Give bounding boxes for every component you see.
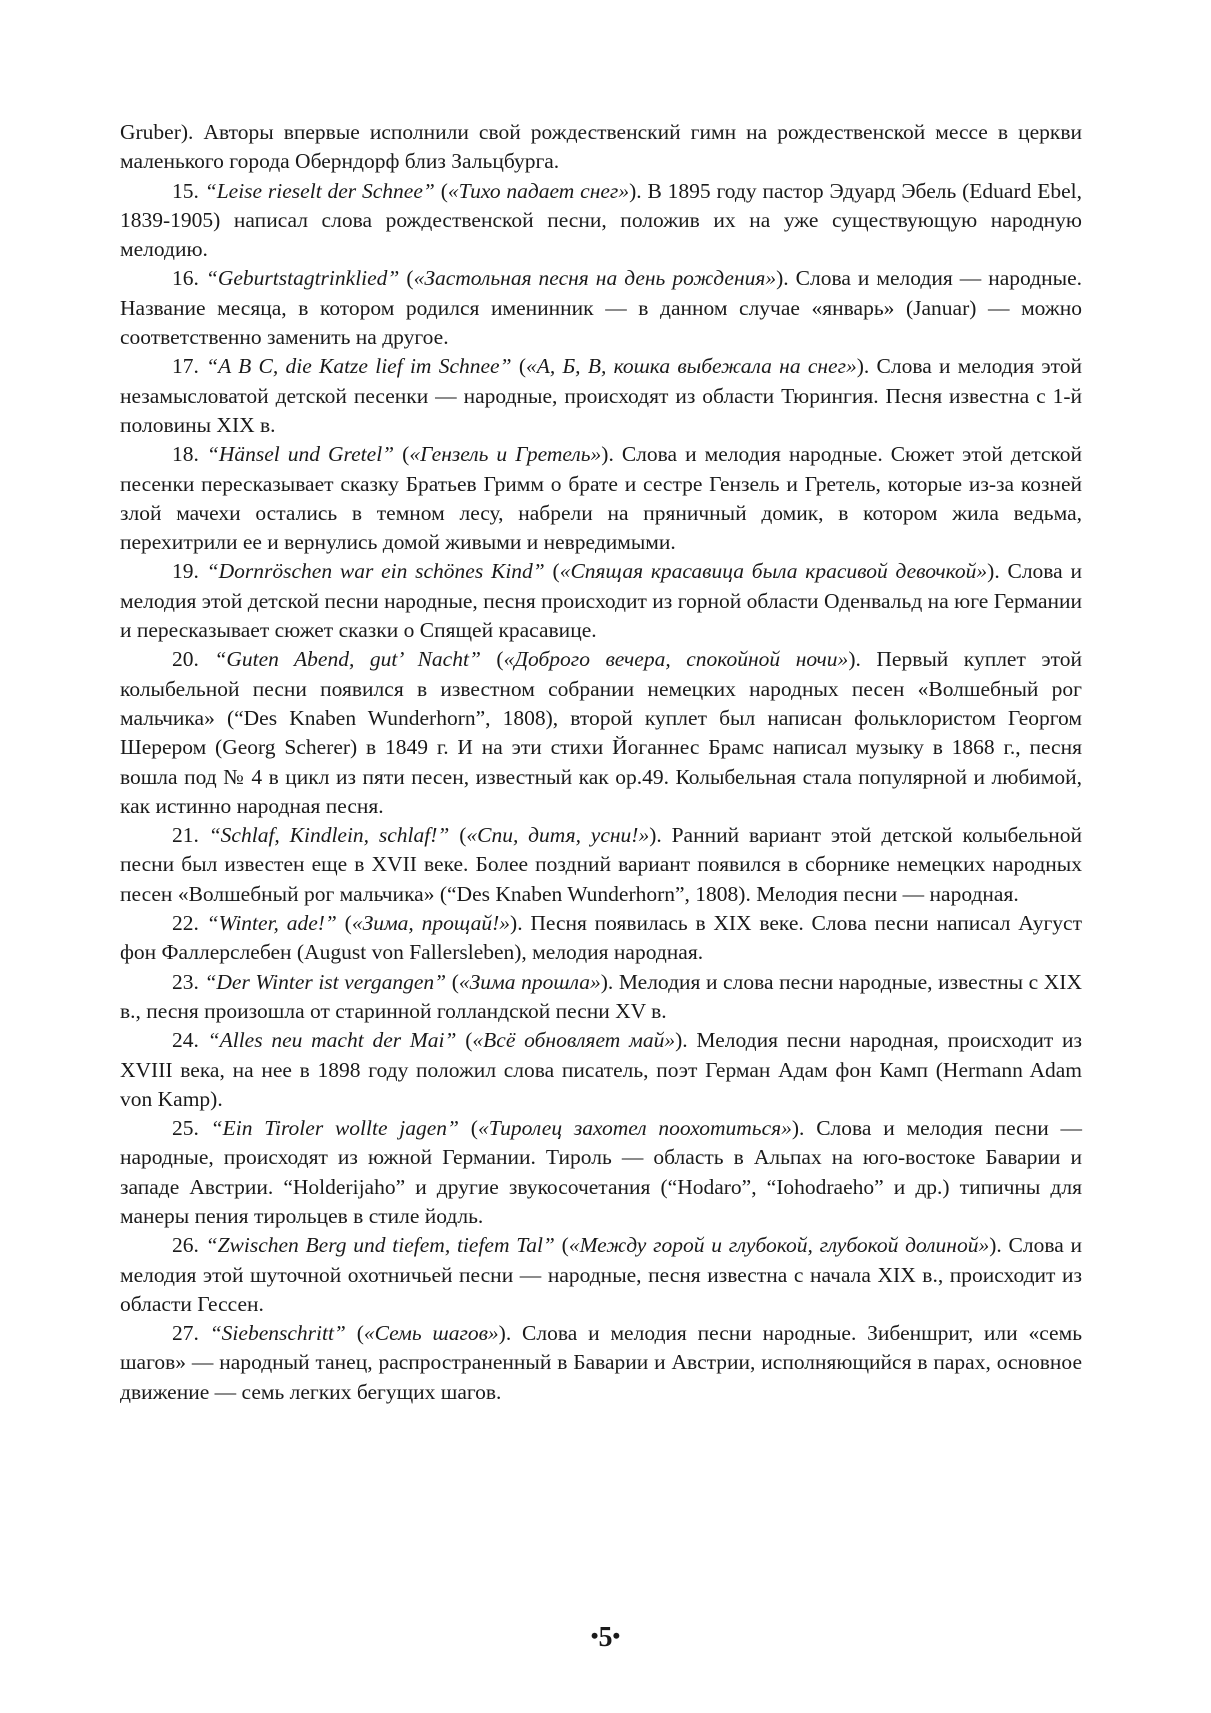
song-title-translation: «Всё обновляет май» bbox=[472, 1028, 676, 1053]
note-number: 22. bbox=[172, 911, 207, 936]
song-title-translation: «Семь шагов» bbox=[363, 1321, 499, 1346]
note-text: Gruber). Авторы впервые исполнили свой рождественский гимн на рождественской мессе в церкви маленького города Оберндорф близ Зальцбурга. bbox=[120, 120, 1082, 174]
song-title-translation: «Доброго вечера, спокойной ночи» bbox=[503, 647, 849, 672]
note-number: 20. bbox=[172, 647, 215, 672]
note-paragraph: 20. “Guten Abend, gut’ Nacht” («Доброго вечера, спокойной ночи»). Первый куплет этой колыбельной песни появился в известном собрании немецких народных песен «Волшебный рог мальчика» (“Des Knaben Wunderhorn”, 1808), второй куплет был написан фольклористом Георгом Шерером (Georg Scherer) в 1849 г. И на эти стихи Йоганнес Брамс написал музыку в 1868 г., песня вошла под № 4 в цикл из пяти песен, известный как ор.49. Колыбельная стала популярной и любимой, как истинно народная песня. bbox=[120, 647, 1082, 818]
page-number-value: 5 bbox=[598, 1622, 613, 1653]
note-text: . В 1895 году пастор Эдуард Эбель (Eduard Ebel, 1839-1905) написал слова рождественской песни, положив их на уже существующую народную мелодию. bbox=[120, 178, 1083, 262]
note-paragraph: 16. “Geburtstagtrinklied” («Застольная песня на день рождения»). Слова и мелодия — народные. Название месяца, в котором родился именинник — в данном случае «январь» (Januar) — можно соответственно заменить на другое. bbox=[120, 266, 1082, 350]
note-number: 25. bbox=[172, 1116, 211, 1141]
song-title-german: “A B C, die Katze lief im Schnee” bbox=[206, 354, 512, 379]
song-title-translation: «Спи, дитя, усни!» bbox=[466, 823, 650, 848]
note-number: 27. bbox=[172, 1321, 210, 1346]
note-text: . Слова и мелодия этой шуточной охотничьей песни — народные, песня известна с начала XIX в., происходит из области Гессен. bbox=[120, 1233, 1083, 1316]
note-paragraph: 17. “A B C, die Katze lief im Schnee” («А, Б, В, кошка выбежала на снег»). Слова и мелодия этой незамысловатой детской песенки — народные, происходят из области Тюрингия. Песня известна с 1-й половины XIX в. bbox=[120, 354, 1082, 437]
note-text: . Песня появилась в XIX веке. Слова песни написал Аугуст фон Фаллерслебен (August von Fallersleben), мелодия народная. bbox=[120, 911, 1082, 965]
note-text: . Слова и мелодия песни народные. Зибеншрит, или «семь шагов» — народный танец, распространенный в Баварии и Австрии, исполняющийся в парах, основное движение — семь легких бегущих шагов. bbox=[120, 1321, 1083, 1404]
note-paragraph: 24. “Alles neu macht der Mai” («Всё обновляет май»). Мелодия песни народная, происходит из XVIII века, на нее в 1898 году положил слова писатель, поэт Герман Адам фон Камп (Hermann Adam von Kamp). bbox=[120, 1028, 1083, 1111]
song-title-german: “Ein Tiroler wollte jagen” bbox=[210, 1116, 460, 1141]
note-text: . Мелодия и слова песни народные, известны с XIX в., песня произошла от старинной голландской песни XV в. bbox=[120, 969, 1082, 1023]
song-title-german: “Geburtstagtrinklied” bbox=[205, 266, 400, 291]
song-title-translation: «Между горой и глубокой, глубокой долиной» bbox=[568, 1233, 990, 1258]
page-number-dot-left: • bbox=[590, 1623, 599, 1648]
note-paragraph: 26. “Zwischen Berg und tiefem, tiefem Tal” («Между горой и глубокой, глубокой долиной»). Слова и мелодия этой шуточной охотничьей песни — народные, песня известна с начала XIX в., происходит из области Гессен. bbox=[120, 1233, 1083, 1316]
song-title-german: “Zwischen Berg und tiefem, tiefem Tal” bbox=[205, 1233, 555, 1258]
song-title-translation: «Тихо падает снег» bbox=[447, 178, 630, 203]
song-title-translation: «А, Б, В, кошка выбежала на снег» bbox=[525, 354, 857, 379]
song-title-german: “Leise rieselt der Schnee” bbox=[204, 178, 435, 203]
note-number: 21. bbox=[172, 823, 209, 848]
song-title-german: “Winter, ade!” bbox=[206, 911, 337, 936]
song-title-translation: «Гензель и Гретель» bbox=[409, 442, 602, 467]
note-text: . Слова и мелодия песни — народные, происходят из южной Германии. Тироль — область в Альпах на юго-востоке Баварии и западе Австрии. “Holderijaho” и другие звукосочетания (“Hodaro”, “Iohodraeho” и др.) типичны для манеры пения тирольцев в стиле йодль. bbox=[120, 1116, 1082, 1228]
page-number-dot-right: • bbox=[612, 1623, 621, 1648]
note-text: . Слова и мелодия — народные. Название месяца, в котором родился именинник — в данном случае «январь» (Januar) — можно соответственно заменить на другое. bbox=[120, 266, 1082, 350]
page-number bbox=[0, 1618, 1211, 1656]
note-text: . Ранний вариант этой детской колыбельной песни был известен еще в XVII веке. Более поздний вариант появился в сборнике немецких народных песен «Волшебный рог мальчика» (“Des Knaben Wunderhorn”, 1808). Мелодия песни — народная. bbox=[120, 823, 1082, 906]
song-title-german: “Schlaf, Kindlein, schlaf!” bbox=[208, 823, 450, 848]
song-title-german: “Guten Abend, gut’ Nacht” bbox=[214, 647, 481, 672]
note-text: . Мелодия песни народная, происходит из XVIII века, на нее в 1898 году положил слова писатель, поэт Герман Адам фон Камп (Hermann Adam von Kamp). bbox=[120, 1028, 1083, 1111]
song-title-translation: «Спящая красавица была красивой девочкой» bbox=[559, 559, 988, 584]
note-number: 15. bbox=[172, 178, 205, 203]
note-number: 26. bbox=[172, 1233, 206, 1258]
note-paragraph: 23. “Der Winter ist vergangen” («Зима прошла»). Мелодия и слова песни народные, известны с XIX в., песня произошла от старинной голландской песни XV в. bbox=[120, 969, 1082, 1023]
note-number: 16. bbox=[172, 266, 206, 291]
note-paragraph: 22. “Winter, ade!” («Зима, прощай!»). Песня появилась в XIX веке. Слова песни написал Аугуст фон Фаллерслебен (August von Fallersleben), мелодия народная. bbox=[120, 911, 1082, 965]
song-title-translation: «Зима прошла» bbox=[458, 969, 601, 994]
song-title-german: “Alles neu macht der Mai” bbox=[207, 1028, 457, 1053]
note-paragraph: 27. “Siebenschritt” («Семь шагов»). Слова и мелодия песни народные. Зибеншрит, или «семь шагов» — народный танец, распространенный в Баварии и Австрии, исполняющийся в парах, основное движение — семь легких бегущих шагов. bbox=[120, 1321, 1083, 1404]
song-title-german: “Der Winter ist vergangen” bbox=[204, 969, 447, 994]
note-paragraph: 21. “Schlaf, Kindlein, schlaf!” («Спи, дитя, усни!»). Ранний вариант этой детской колыбельной песни был известен еще в XVII веке. Более поздний вариант появился в сборнике немецких народных песен «Волшебный рог мальчика» (“Des Knaben Wunderhorn”, 1808). Мелодия песни — народная. bbox=[120, 823, 1082, 906]
note-number: 17. bbox=[172, 354, 207, 379]
body-text bbox=[120, 118, 1082, 1407]
song-title-german: “Siebenschritt” bbox=[209, 1321, 346, 1346]
song-title-german: “Hänsel und Gretel” bbox=[206, 442, 395, 467]
note-paragraph: 15. “Leise rieselt der Schnee” («Тихо падает снег»). В 1895 году пастор Эдуард Эбель (Eduard Ebel, 1839-1905) написал слова рождественской песни, положив их на уже существующую народную мелодию. bbox=[120, 178, 1083, 262]
note-text: . Слова и мелодия этой незамысловатой детской песенки — народные, происходят из области Тюрингия. Песня известна с 1-й половины XIX в. bbox=[120, 354, 1082, 437]
note-number: 18. bbox=[172, 442, 207, 467]
song-title-german: “Dornröschen war ein schönes Kind” bbox=[206, 559, 545, 584]
note-number: 19. bbox=[172, 559, 207, 584]
note-paragraph: 18. “Hänsel und Gretel” («Гензель и Гретель»). Слова и мелодия народные. Сюжет этой детской песенки пересказывает сказку Братьев Гримм о брате и сестре Гензель и Гретель, которые из-за козней злой мачехи остались в темном лесу, набрели на пряничный домик, в котором жила ведьма, перехитрили ее и вернулись домой живыми и невредимыми. bbox=[120, 442, 1083, 555]
continued-paragraph bbox=[120, 118, 1082, 177]
note-text: . Слова и мелодия этой детской песни народные, песня происходит из горной области Оденвальд на юге Германии и пересказывает сюжет сказки о Спящей красавице. bbox=[120, 559, 1082, 643]
note-number: 24. bbox=[172, 1028, 208, 1053]
song-title-translation: «Зима, прощай!» bbox=[351, 911, 511, 936]
song-title-translation: «Застольная песня на день рождения» bbox=[413, 266, 777, 291]
note-text: . Слова и мелодия народные. Сюжет этой детской песенки пересказывает сказку Братьев Гримм о брате и сестре Гензель и Гретель, которые из-за козней злой мачехи остались в темном лесу, набрели на пряничный домик, в котором жила ведьма, перехитрили ее и вернулись домой живыми и невредимыми. bbox=[120, 442, 1083, 555]
note-paragraph: 25. “Ein Tiroler wollte jagen” («Тиролец захотел поохотиться»). Слова и мелодия песни — народные, происходят из южной Германии. Тироль — область в Альпах на юго-востоке Баварии и западе Австрии. “Holderijaho” и другие звукосочетания (“Hodaro”, “Iohodraeho” и др.) типичны для манеры пения тирольцев в стиле йодль. bbox=[120, 1116, 1082, 1228]
song-title-translation: «Тиролец захотел поохотиться» bbox=[477, 1116, 792, 1141]
note-number: 23. bbox=[172, 969, 205, 994]
note-paragraph: 19. “Dornröschen war ein schönes Kind” («Спящая красавица была красивой девочкой»). Слова и мелодия этой детской песни народные, песня происходит из горной области Оденвальд на юге Германии и пересказывает сюжет сказки о Спящей красавице. bbox=[120, 559, 1082, 643]
note-text: . Первый куплет этой колыбельной песни появился в известном собрании немецких народных песен «Волшебный рог мальчика» (“Des Knaben Wunderhorn”, 1808), второй куплет был написан фольклористом Георгом Шерером (Georg Scherer) в 1849 г. И на эти стихи Йоганнес Брамс написал музыку в 1868 г., песня вошла под № 4 в цикл из пяти песен, известный как ор.49. Колыбельная стала популярной и любимой, как истинно народная песня. bbox=[120, 647, 1082, 818]
